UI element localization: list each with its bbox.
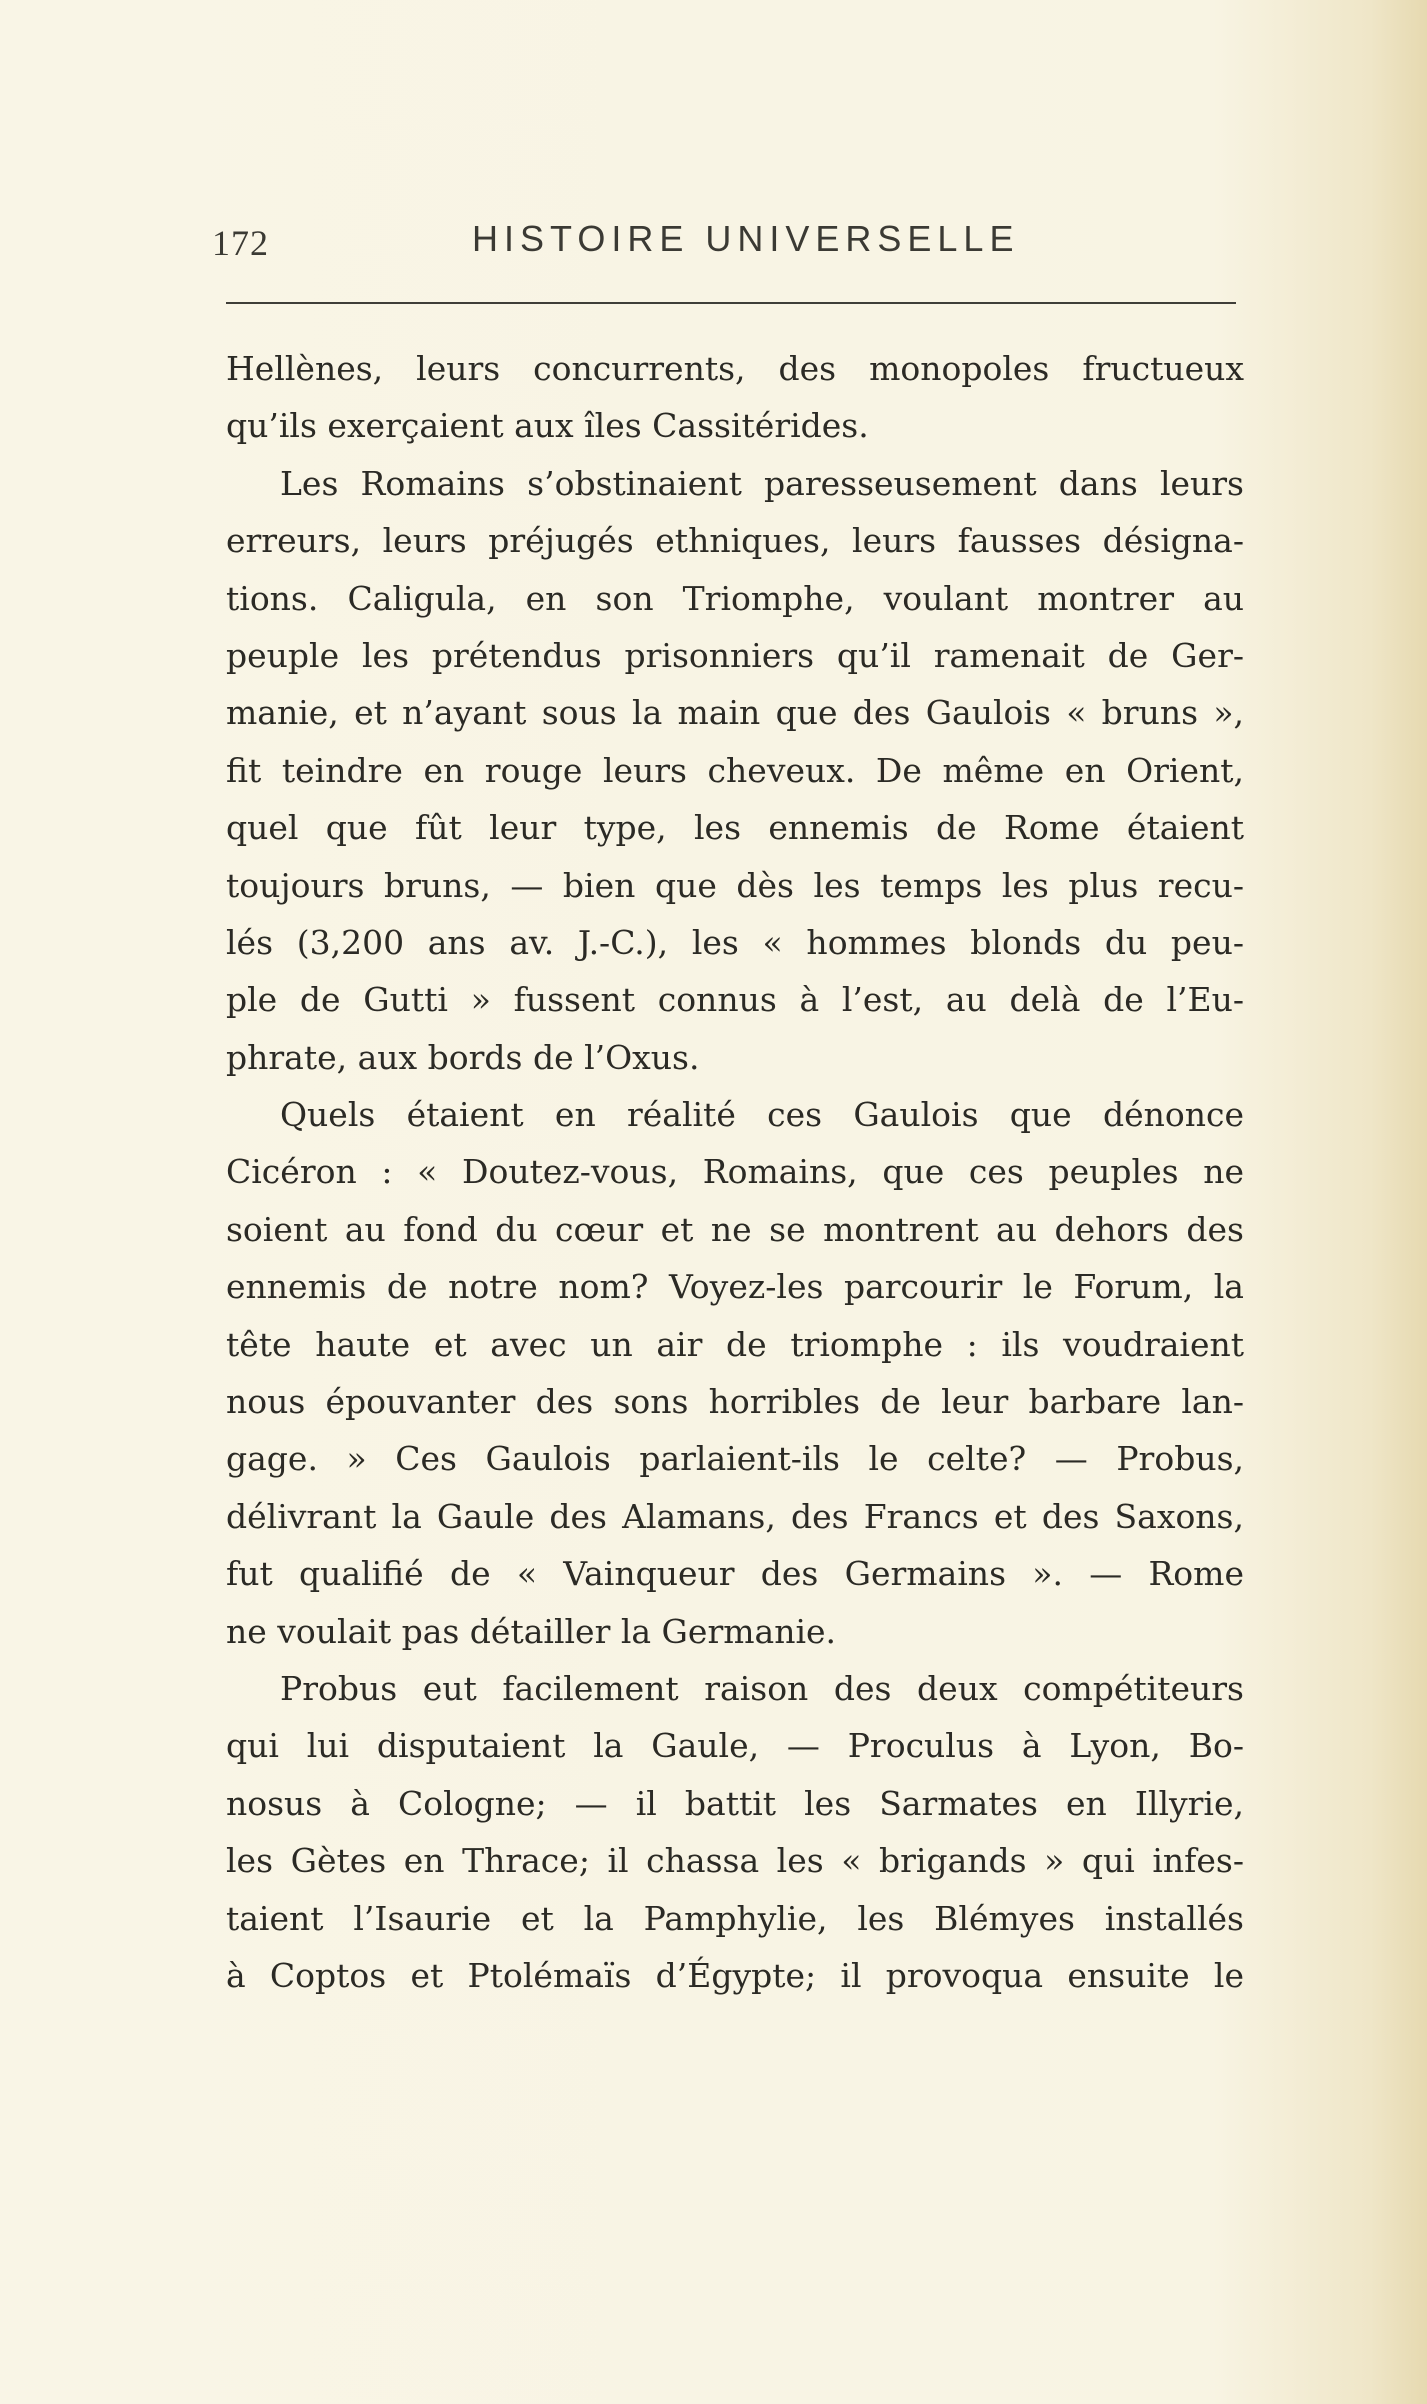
- text-line: quel que fût leur type, les ennemis de Rome étaient: [226, 808, 1244, 848]
- text-line: peuple les prétendus prisonniers qu’il ramenait de Ger-: [226, 635, 1244, 675]
- text-line: ne voulait pas détailler la Germanie.: [226, 1611, 837, 1651]
- text-line: taient l’Isaurie et la Pamphylie, les Blémyes installés: [226, 1898, 1244, 1938]
- text-line: manie, et n’ayant sous la main que des Gaulois « bruns »,: [226, 693, 1244, 733]
- text-line: Les Romains s’obstinaient paresseusement dans leurs: [280, 463, 1244, 503]
- text-line: les Gètes en Thrace; il chassa les « brigands » qui infes-: [226, 1841, 1244, 1881]
- text-line: nous épouvanter des sons horribles de leur barbare lan-: [226, 1382, 1244, 1422]
- text-line: tions. Caligula, en son Triomphe, voulant montrer au: [226, 578, 1244, 618]
- text-line: gage. » Ces Gaulois parlaient-ils le celte? — Probus,: [226, 1439, 1244, 1479]
- text-line: Hellènes, leurs concurrents, des monopoles fructueux: [226, 349, 1244, 388]
- page-number: 172: [212, 223, 269, 263]
- text-line: ennemis de notre nom? Voyez-les parcourir le Forum, la: [226, 1267, 1244, 1307]
- text-line: ple de Gutti » fussent connus à l’est, au delà de l’Eu-: [226, 980, 1244, 1020]
- text-line: Probus eut facilement raison des deux compétiteurs: [280, 1668, 1244, 1708]
- text-line: tête haute et avec un air de triomphe : ils voudraient: [226, 1324, 1244, 1364]
- header-rule: [226, 302, 1236, 304]
- body-text: [226, 340, 1244, 2004]
- text-line: qui lui disputaient la Gaule, — Proculus à Lyon, Bo-: [226, 1726, 1244, 1766]
- text-line: erreurs, leurs préjugés ethniques, leurs fausses désigna-: [226, 521, 1244, 561]
- text-line: Cicéron : « Doutez-vous, Romains, que ces peuples ne: [226, 1152, 1244, 1192]
- text-line: à Coptos et Ptolémaïs d’Égypte; il provoqua ensuite le: [226, 1955, 1244, 1995]
- text-line: fut qualifié de « Vainqueur des Germains ». — Rome: [226, 1554, 1244, 1594]
- text-line: qu’ils exerçaient aux îles Cassitérides.: [226, 406, 869, 446]
- running-title: HISTOIRE UNIVERSELLE: [472, 218, 1020, 259]
- text-line: lés (3,200 ans av. J.-C.), les « hommes blonds du peu-: [226, 922, 1244, 962]
- text-line: toujours bruns, — bien que dès les temps les plus recu-: [226, 865, 1244, 905]
- text-line: Quels étaient en réalité ces Gaulois que dénonce: [280, 1095, 1244, 1135]
- text-line: délivrant la Gaule des Alamans, des Francs et des Saxons,: [226, 1496, 1244, 1536]
- text-line: soient au fond du cœur et ne se montrent au dehors des: [226, 1209, 1244, 1249]
- page-header: [212, 218, 1242, 278]
- text-line: nosus à Cologne; — il battit les Sarmates en Illyrie,: [226, 1783, 1244, 1823]
- text-line: phrate, aux bords de l’Oxus.: [226, 1037, 700, 1077]
- text-line: fit teindre en rouge leurs cheveux. De même en Orient,: [226, 750, 1244, 790]
